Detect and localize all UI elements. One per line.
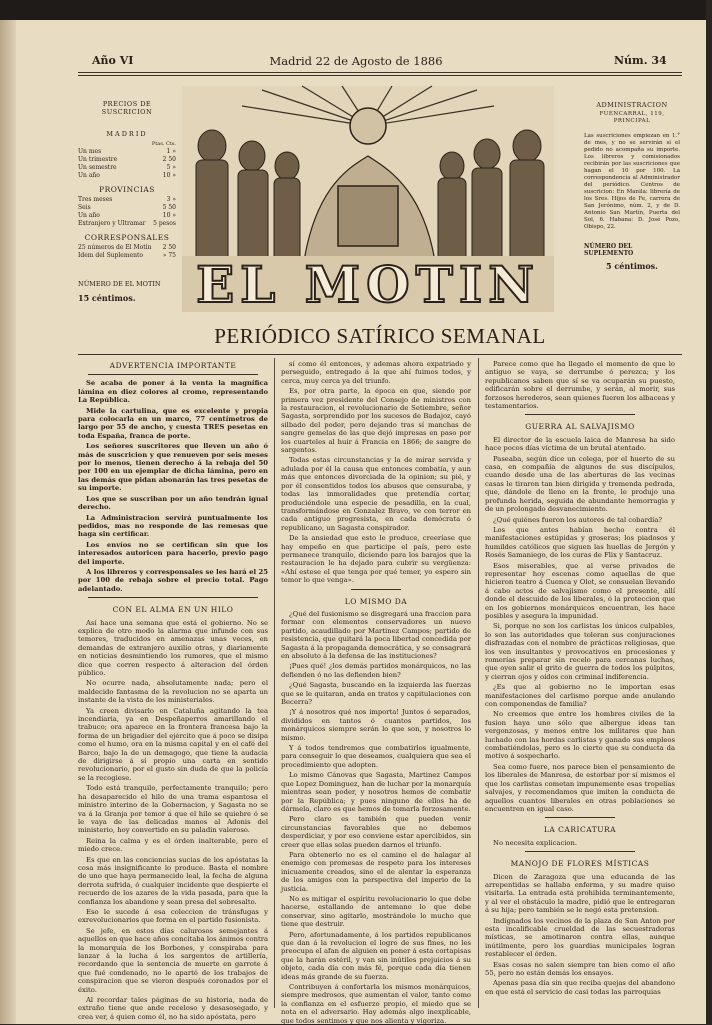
paragraph: Eso le sucede á esa coleccion de tránsfugas y exrevolucionarios que forma en el partido fusionista.: [78, 907, 268, 925]
paragraph: De la ansiedad que esto le produce, creeríase que hay empeño en que participe el país, pero este permanece tranquilo, diciendo para los barajos que la restauracion le ha dejado para cubrir su vergüenza: «Ahí estese el que tenga por qué temer, yo espero sin temor lo que venga».: [281, 534, 471, 585]
provincias-row: Tres meses 3 »: [78, 196, 176, 203]
scan-right-edge: [706, 0, 712, 1024]
admin-text: Las suscriciones empiezan en 1.° de mes, y no se servirán si el pedido no acompaña su importe. Los libreros y comisionados recibirán por las suscriciones que hagan el 10 por 100. La correspondencia al Administrador del periódico. Centros de suscricion: En Manila: librería de los Sres. Hijos de Fe, carrera de San Jerónimo, núm. 2, y de D. Antonio San Martín, Puerta del Sol, 6. Habana: D. José Pozo, Obispo, 22.: [584, 133, 680, 230]
paragraph: Y á todos tendremos que combatirlos igualmente, para conseguir lo que deseamos, cualquiera que sea el procedimiento que adopten.: [281, 744, 471, 769]
paragraph: La Administracion servirá puntualmente los pedidos, mas no responde de las remesas que haga sin certificar.: [78, 513, 268, 539]
paragraph: Parece como que ha llegado el momento de que lo antiguo se vaya, se derrumbe ó perezca; y los republicanos saben que sí se va ocuparán su puesto, edificarán sobre el derrumbe, y serán, al morir, sus forzosos herederos, sean quienes fueren los albaceas y testamentarios.: [485, 360, 675, 411]
paragraph: ¡Pues qué! ¿los demás partidos monárquicos, no las defienden ó no las defienden bien?: [281, 662, 471, 679]
paragraph: Contribuyen á confortarla los mismos monárquicos, siempre medrosos, que aumentan el valor, tanto como la confianza en el esfuerzo propio, el miedo que se nota en el adversario. Hay además algo inexplicable, que todos sentimos y que nos alienta y vigoriza.: [281, 983, 471, 1025]
paragraph: Para obtenerlo no es el camino el de halagar al enemigo con promesas de respeto para los intereses inicuamente creados, sino el de alentar la esperanza de los amigos con la perspectiva del imperio de la justicia.: [281, 850, 471, 893]
paragraph: No creemos que entre los hombres civiles de la fusion haya uno sólo que albergue ideas tan vergonzosas, y menos entre los militares que han luchado con las hordas carlistas y ganado sus empleos combatiéndolas, pero es lo cierto que su conducta da motivo á sospecharlo.: [485, 710, 675, 761]
paragraph: No es mitigar el espíritu revolucionario lo que debe hacerse, estallando de antemano lo que debe conservar, sino agitarlo, mostrándole lo mucho que tiene que destruir.: [281, 894, 471, 929]
madrid-row: Un mes 1 »: [78, 148, 176, 155]
paragraph: Si, porque no son los carlistas los únicos culpables, lo son las autoridades que toleran sus conjuraciones disfrazadas con el nombre de prácticas religiosas, que los ven insultantes y provocativos en procesiones y romerías preparar sin recelo para cercanas luchas, que oyen salir el grito de guerra de todos los púlpitos, y cierran ojos y oídos con criminal indiferencia.: [485, 622, 675, 681]
madrid-row: Un trimestre 2 50: [78, 156, 176, 163]
paragraph: Reina la calma y es el órden inalterable, pero el miedo crece.: [78, 836, 268, 854]
section-heading: GUERRA AL SALVAJISMO: [525, 422, 635, 432]
paragraph: Todas estas circunstancias y la de mirar servida y adulada por él la causa que entonces combatía, y aun más que entonces divorciada de la opinion; su pié, y por él consentidos todos los abusos que censuraba, y todas las inmoralidades que pretendía cortar, produciéndole una especie de pesadilla, en la cual, transformándose en Gonzalez Bravo, ve con terror en cada antiguo progresista, en cada demócrata ó republicano, un Sagasta conspirador.: [281, 456, 471, 532]
paragraph: No ocurre nada, absolutamente nada; pero el maldecido fantasma de la revolucion no se aparta un instante de la vista de los ministeriales.: [78, 679, 268, 705]
section-heading: CON EL ALMA EN UN HILO: [112, 605, 234, 615]
paragraph: ¿Es que al gobierno no le importan esas manifestaciones del carlismo porque ande anulando con componendas de familia?: [485, 683, 675, 709]
paragraph: Apenas pasa día sin que reciba quejas del abandono en que está el servicio de casi todas las parroquias: [485, 979, 675, 996]
provincias-row: Extranjero y Ultramar 5 pesos: [78, 220, 176, 227]
corresponsales-row: 25 números de El Motín 2 50: [78, 244, 176, 251]
page-binding: [0, 0, 16, 1024]
madrid-row: Un año 10 »: [78, 172, 176, 179]
paragraph: ¡Y á nosotros qué nos importa! Juntos ó separados, divididos en tantos ó cuantos partidos, los monárquicos siempre serán lo que son, y nosotros lo mismo.: [281, 708, 471, 742]
paragraph: sí como él entonces, y ademas ahora expatriado y perseguido, entregado á la que ahí fuimos todos, y cerca, muy cerca ya del triunfo.: [281, 360, 471, 385]
scan-top-edge: [0, 0, 712, 20]
corresponsales-row: Idem del Suplemento » 75: [78, 252, 176, 259]
paragraph: Indígnados los vecinos de la plaza de San Anton por esta incalificable crueldad de las secuestradoras místicas, se amotinaron contra ellas, aunque inútilmente, pero los guardias municipales logran restablecer el órden.: [485, 916, 675, 959]
year-label: Año VI: [92, 54, 134, 67]
paragraph: ¿Qué del fusionismo se disgregará una fraccion para formar con elementos conservadores un nuevo partido, acaudillado por Martinez Campos; partido de resistencia, que quitará la poca libertad concedida por Sagasta á la propaganda democrática, y se consagrará en absoluto á la defensa de las instituciones?: [281, 609, 471, 660]
paragraph: Así hace una semana que está el gobierno. No se explica de otro modo la alarma que infunde con sus temores, traducidos en amenazas unas veces, en demandas de extranjero auxilio otras, y diariamente en noticias desmintiendo los rumores, que el mismo dice que corren respecto á alteracion del órden público.: [78, 618, 268, 677]
paragraph: Pero, afortunadamente, á los partidos republicanos que dan á la revolucion el logro de sus fines, no les preocupa el afan de alguien en poner á esta cortapisas que la harán estéril, y van sin inútiles prejuicios á su objeto, cada día con más fé, porque cada día tienen ideas más grande de su fuerza.: [281, 930, 471, 981]
numero-label: NÚMERO DE EL MOTIN: [78, 280, 161, 288]
column-divider: [478, 358, 479, 1008]
pedestal-icon: [338, 186, 398, 246]
paragraph: ¿Qué quiénes fueron los autores de tal cobardía?: [493, 515, 663, 524]
admin-address: FUENCARRAL, 119, PRINCIPAL: [599, 111, 665, 124]
paragraph: Esas cosas no salen siempre tan bien como el año 55, pero no están demás los ensayos.: [485, 960, 675, 977]
section-heading: LO MISMO DA: [344, 596, 408, 606]
header-rule: [78, 72, 682, 73]
issue-number: Núm. 34: [614, 54, 667, 67]
ptas-column-header: Ptas. Cts.: [151, 141, 176, 147]
provincias-row: Un año 10 »: [78, 212, 176, 219]
numero-price: 15 céntimos.: [78, 293, 136, 303]
paragraph: Los envíos no se certifican sin que los interesados autoricen para hacerlo, previo pago del importe.: [78, 540, 268, 566]
paragraph: Mide la cartulina, que es excelente y propia para colocarla en un marco, 77 centímetros de largo por 55 de ancho, y cuesta TRES pesetas en toda España, franca de porte.: [78, 406, 268, 440]
paragraph: Los que se suscriban por un año tendrán igual derecho.: [78, 494, 268, 512]
paragraph: Se acaba de poner á la venta la magnífica lámina en diez colores al cromo, representando La República.: [78, 379, 268, 405]
subscription-title: PRECIOS DE SUSCRICION: [101, 100, 153, 116]
subtitle-rule: [78, 354, 682, 355]
date-label: Madrid 22 de Agosto de 1886: [269, 54, 443, 68]
paragraph: Lo mismo Cánovas que Sagasta, Martinez Campos que Lopez Dominguez, han de luchar por la monarquía mientras sean poder, y nosotros hemos de combatir por la República; y pues ninguno de ellos ha de dármela, claro es que hemos de tomarla forzosamente.: [281, 771, 471, 813]
paragraph: Pero claro es también que pueden venir circunstancias favorables que no debemos desperdiciar, y por eso conviene estar apercibidos, sin creer que ellas solas pueden darnos el triunfo.: [281, 815, 471, 849]
madrid-heading: MADRID: [106, 130, 148, 138]
paragraph: Los señores suscritores que lleven un año ó más de suscricion y que renueven por seis meses por lo menos, tienen derecho á la rebaja del 50 por 100 en un ejemplar de dicha lámina, pero en las demás que pidan abonarán las tres pesetas de su importe.: [78, 442, 268, 493]
paragraph: Dicen de Zaragoza que una educanda de las arrepentidas se hallaba enferma, y su madre quiso visitarla. La entrada está prohibida terminantemente, y al ver el obstáculo la madre, pidió que le entregaran á su hija; pero también se le negó esta pretension.: [485, 872, 675, 915]
paragraph: Al recordar tales páginas de su historia, nada de extraño tiene que ande receloso y desasosegado, y crea ver, á quien como él, no ha sido apóstata, pero: [78, 996, 268, 1021]
suplemento-label: NÚMERO DEL SUPLEMENTO: [584, 243, 634, 257]
provincias-heading: PROVINCIAS: [99, 185, 155, 194]
paragraph: Esos miserables, que al verse privados de representar hoy escenas como aquellas de que hicieron teatro á Cuenca y Olot, se consuelan llevando á cabo actos de salvajismo como el presente, allí donde el descuido de los liberales, ó la proteccion que en los gobiernos monárquicos encuentran, les hace posibles y asegura la impunidad.: [485, 561, 675, 620]
section-heading: LA CARICATURA: [543, 825, 617, 835]
column-3: [485, 360, 675, 998]
paragraph: Paseaba, según dice un colega, por el huerto de su casa, en compañía de algunos de sus discípulos, cuando desde una de las aberturas de las vecinas casas le tiraron tan bien dirigida y tremenda pedrada, que, dándole de lleno en la frente, le produjo una profunda herida, seguida de abundante hemorragia y de un prolongado desvanecimiento.: [485, 454, 675, 514]
subscription-prices-box: [78, 98, 176, 302]
masthead-illustration: [182, 86, 554, 312]
paragraph: Todo está tranquilo, perfectamente tranquilo; pero ha desaparecido el hilo de una trama espantosa el ministro interino de la Gobernacion, y Sagasta no se va á la Granja por temor á que el hilo se quiebre ó se le vaya de las delicadas manos al Adonis del ministerio, hoy convertido en su paladin valeroso.: [78, 784, 268, 835]
paragraph: Sea como fuere, nos parece bien el pensamiento de los liberales de Manresa, de estorbar por sí mismos el que los carlistas cometan impunemente esas tropelías salvajes, y recomendamos que imiten la conducta de aquellos cuantos liberales en otras poblaciones se encuentren en igual caso.: [485, 762, 675, 813]
administration-box: [584, 100, 680, 270]
paragraph: Es que en las conciencias sucias de los apóstatas la cosa más insignificante lo produce. Basta el nombre de uno que haya permanecido leal, la fecha de alguna derrota sufrida, ó cualquier incidente que despierte el recuerdo de los azares de la vida pasada, para que la confianza los abandone y sean presa del sobresalto.: [78, 855, 268, 906]
column-1: [78, 360, 268, 1021]
column-2: [281, 360, 471, 1025]
admin-title: ADMINISTRACION: [596, 101, 668, 109]
provincias-row: Seis 5 50: [78, 204, 176, 211]
paragraph: A los libreros y corresponsales se les hará el 25 por 100 de rebaja sobre el precio total. Pago adelantado.: [78, 567, 268, 593]
masthead-logo: EL MOTIN: [196, 255, 540, 314]
madrid-row: Un semestre 5 »: [78, 164, 176, 171]
advertencia-heading: ADVERTENCIA IMPORTANTE: [109, 361, 237, 370]
header-rule-2: [78, 75, 682, 76]
corresponsales-heading: CORRESPONSALES: [84, 233, 170, 242]
paragraph: Es, por otra parte, la época en que, siendo por primera vez presidente del Consejo de ministros con la restauracion, el revolucionario de Setiembre, señor Sagasta, sorprendido por los sucesos de Badajoz, cayó silbado del poder, pero dejando tras sí manchas de sangre gemelas de las que dejó impresas en paso por los cuarteles al huir á Francia en 1866; de sangre de sargentos.: [281, 387, 471, 455]
periodical-subtitle: PERIÓDICO SATÍRICO SEMANAL: [214, 324, 546, 348]
republic-head-icon: [350, 108, 386, 144]
section-heading: MANOJO DE FLORES MÍSTICAS: [510, 859, 650, 869]
suplemento-price: 5 céntimos.: [606, 261, 658, 271]
paragraph: Ya creen divisarlo en Cataluña agitando la tea incendiaria, ya en Despeñaperros amarillando el trabuco; ora aparece en la frontera francesa bajo la forma de un brigadier del ejército que á poco se disipa como el humo, ora en la misma capital y en el café del Barco, bajo la de un demagogo, que tiene la audacia de dirigirse á sí propio una carta en sentido revolucionario, por el gusto sin duda de que la policía se la recogiese.: [78, 706, 268, 782]
paragraph: Los que antes habían hecho contra él manifestaciones estúpidas y groseras; los piadosos y humildes católicos que siguen las huellas de Jergón y Rosés Samaniego, de los curas de Flix y Santacruz.: [485, 525, 675, 560]
paragraph: El director de la escuela laica de Manresa ha sido hace pocos días víctima de un brutal atentado.: [485, 435, 675, 453]
column-divider: [274, 358, 275, 1008]
paragraph: Se jefe, en estos días calurosos semejantes á aquellos en que hace años concitaba los ánimos contra la monarquía de los Borbones, y conspiraba para lanzar á la lucha á los sargentos de artillería, recordando que la sentencia de muerte en garrote á que fué condenado, no le apartó de los trabajos de conspiracion que se vieron después coronados por el éxito.: [78, 926, 268, 994]
paragraph: ¿Qué Sagasta, buscando en la izquierda las fuerzas que se le quitaran, anda en tratos y capitulaciones con Becerra?: [281, 681, 471, 707]
paragraph: No necesita explicacion.: [493, 838, 578, 847]
